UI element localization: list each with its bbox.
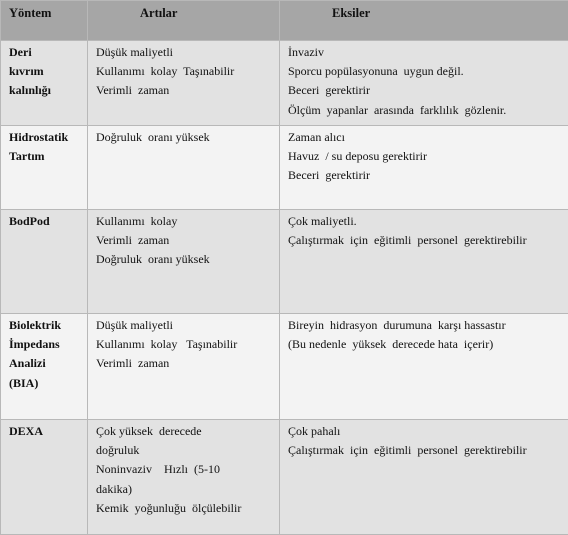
cons-cell <box>280 126 568 210</box>
con-item: Sporcu popülasyonuna uygun değil. <box>288 62 564 81</box>
con-item: Zaman alıcı <box>288 128 564 147</box>
con-item: Çok maliyetli. <box>288 212 564 231</box>
table-header-row <box>1 1 568 41</box>
header-cons: Eksiler <box>280 1 568 41</box>
method-line: DEXA <box>9 422 81 441</box>
pros-cell <box>88 314 280 420</box>
method-line: (BIA) <box>9 374 81 393</box>
con-item: Bireyin hidrasyon durumuna karşı hassastır <box>288 316 564 335</box>
pro-item: dakika) <box>96 480 273 499</box>
pro-item: Verimli zaman <box>96 81 273 100</box>
pro-item: Kullanımı kolay Taşınabilir <box>96 62 273 81</box>
pros-cell <box>88 420 280 535</box>
table-row-bodpod <box>1 210 568 314</box>
method-cell <box>1 126 88 210</box>
pro-item: Verimli zaman <box>96 354 273 373</box>
pros-cell <box>88 41 280 126</box>
method-line: Hidrostatik <box>9 128 81 147</box>
pro-item: Verimli zaman <box>96 231 273 250</box>
table-row-hydrostatic <box>1 126 568 210</box>
table-row-dexa <box>1 420 568 535</box>
method-cell <box>1 314 88 420</box>
method-line: kalınlığı <box>9 81 81 100</box>
method-line: BodPod <box>9 212 81 231</box>
con-item: Beceri gerektirir <box>288 166 564 185</box>
method-cell <box>1 210 88 314</box>
pro-item: Düşük maliyetli <box>96 43 273 62</box>
pro-item: Noninvaziv Hızlı (5-10 <box>96 460 273 479</box>
pro-item: Kemik yoğunluğu ölçülebilir <box>96 499 273 518</box>
pro-item: Doğruluk oranı yüksek <box>96 250 273 269</box>
pro-item: doğruluk <box>96 441 273 460</box>
pros-cell <box>88 210 280 314</box>
method-line: Biolektrik <box>9 316 81 335</box>
method-line: Analizi <box>9 354 81 373</box>
header-pros: Artılar <box>88 1 280 41</box>
pro-item: Düşük maliyetli <box>96 316 273 335</box>
method-cell <box>1 420 88 535</box>
method-cell <box>1 41 88 126</box>
method-line: Deri <box>9 43 81 62</box>
con-item: Havuz / su deposu gerektirir <box>288 147 564 166</box>
method-line: kıvrım <box>9 62 81 81</box>
pro-item: Doğruluk oranı yüksek <box>96 128 273 147</box>
cons-cell <box>280 41 568 126</box>
con-item: (Bu nedenle yüksek derecede hata içerir) <box>288 335 564 354</box>
con-item: Çalıştırmak için eğitimli personel gerektirebilir <box>288 231 564 250</box>
table-row-bia <box>1 314 568 420</box>
pro-item: Kullanımı kolay <box>96 212 273 231</box>
method-line: İmpedans <box>9 335 81 354</box>
pro-item: Kullanımı kolay Taşınabilir <box>96 335 273 354</box>
cons-cell <box>280 210 568 314</box>
con-item: Çalıştırmak için eğitimli personel gerektirebilir <box>288 441 564 460</box>
con-item: Çok pahalı <box>288 422 564 441</box>
header-method: Yöntem <box>1 1 88 41</box>
con-item: Ölçüm yapanlar arasında farklılık gözlenir. <box>288 101 564 120</box>
cons-cell <box>280 314 568 420</box>
pros-cell <box>88 126 280 210</box>
table-row-skinfold <box>1 41 568 126</box>
cons-cell <box>280 420 568 535</box>
con-item: İnvaziv <box>288 43 564 62</box>
method-line: Tartım <box>9 147 81 166</box>
con-item: Beceri gerektirir <box>288 81 564 100</box>
pro-item: Çok yüksek derecede <box>96 422 273 441</box>
